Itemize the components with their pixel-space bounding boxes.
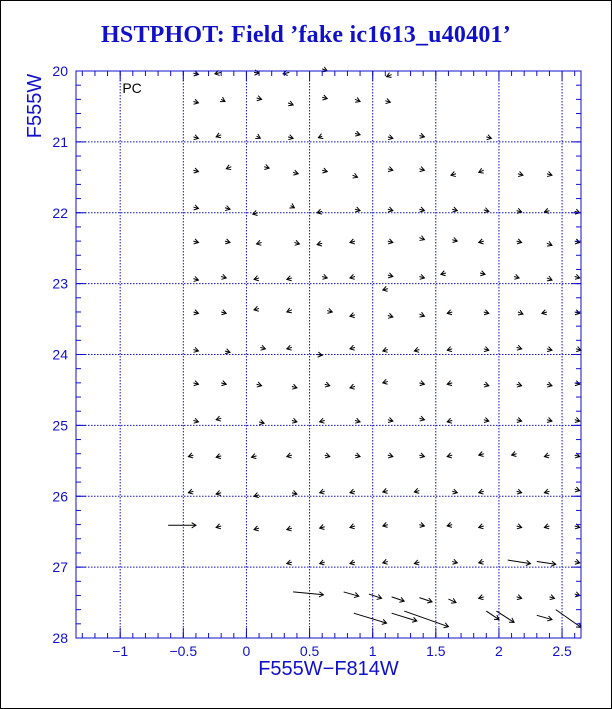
- x-tick-label: 2: [495, 643, 503, 659]
- vector-arrow: [447, 347, 452, 352]
- vector-arrow: [517, 595, 522, 600]
- vector-arrow: [414, 347, 419, 352]
- vector-arrow: [517, 345, 522, 350]
- vector-arrow: [479, 239, 484, 244]
- vector-arrow: [216, 416, 221, 421]
- y-tick-label: 23: [52, 275, 68, 292]
- vector-arrow: [317, 241, 322, 246]
- vector-arrow: [193, 99, 198, 104]
- vector-arrow: [575, 559, 580, 564]
- vector-arrow: [419, 598, 432, 603]
- vector-arrow: [355, 453, 360, 458]
- panel-label: PC: [122, 80, 142, 96]
- y-tick-label: 22: [52, 204, 68, 221]
- vector-arrow: [537, 615, 552, 621]
- vector-arrow: [547, 417, 552, 422]
- vector-arrow: [486, 135, 491, 140]
- vector-arrow: [419, 453, 424, 458]
- vector-arrow: [225, 239, 230, 244]
- vector-arrow: [479, 489, 484, 494]
- vector-arrow: [168, 523, 196, 528]
- vector-arrow: [287, 526, 292, 531]
- vector-arrow: [317, 352, 322, 357]
- vector-arrow: [575, 417, 580, 422]
- grid-lines: [76, 71, 581, 638]
- vector-arrow: [193, 239, 198, 244]
- vector-arrow: [518, 310, 523, 315]
- vector-arrow: [542, 310, 547, 315]
- vector-arrow: [547, 241, 552, 246]
- vector-arrow: [322, 95, 327, 100]
- vector-arrow: [419, 312, 424, 317]
- y-tick-label: 25: [52, 417, 68, 434]
- vector-arrow: [292, 490, 297, 495]
- vector-arrow: [479, 451, 484, 456]
- y-tick-label: 20: [52, 63, 68, 79]
- vector-arrow: [517, 524, 522, 529]
- vector-arrow: [383, 559, 388, 564]
- vector-arrow: [419, 133, 424, 138]
- vector-arrow: [369, 594, 382, 599]
- vector-arrow: [257, 240, 262, 245]
- vector-arrow: [350, 384, 355, 389]
- vector-arrow: [253, 210, 258, 215]
- vector-arrow: [257, 96, 262, 101]
- y-tick-label: 28: [52, 630, 68, 646]
- vector-arrow: [259, 420, 264, 425]
- vector-arrow: [452, 559, 457, 564]
- vector-arrow: [392, 597, 405, 602]
- vector-arrow: [320, 524, 325, 529]
- vector-arrow: [388, 239, 393, 244]
- x-tick-label: −0.5: [169, 643, 198, 659]
- vector-arrow: [317, 209, 322, 214]
- vector-arrow: [544, 453, 549, 458]
- vector-arrow: [193, 418, 198, 423]
- x-tick-label: 0.5: [299, 643, 320, 659]
- vector-arrow: [414, 560, 419, 565]
- vector-arrow: [447, 418, 452, 423]
- vector-arrow: [576, 347, 581, 352]
- vector-arrow: [193, 168, 198, 173]
- vector-arrow: [325, 382, 330, 387]
- vector-arrow: [350, 239, 355, 244]
- vector-arrow: [544, 524, 549, 529]
- vector-arrow: [447, 381, 452, 386]
- vector-arrow: [452, 207, 457, 212]
- vector-arrow: [292, 384, 297, 389]
- vector-arrow: [320, 560, 325, 565]
- vector-arrow: [260, 345, 265, 350]
- vector-arrow: [327, 308, 332, 313]
- vector-arrow: [544, 208, 549, 213]
- vector-arrow: [344, 592, 359, 598]
- vector-arrow: [388, 207, 393, 212]
- vector-arrow: [320, 418, 325, 423]
- vector-arrow: [517, 239, 522, 244]
- vector-arrow: [221, 381, 226, 386]
- axis-ticks: [52, 63, 581, 659]
- vector-arrow: [255, 134, 260, 139]
- vector-arrow: [352, 173, 357, 178]
- vector-arrow: [216, 454, 221, 459]
- vector-arrow: [288, 101, 293, 106]
- vector-arrow: [355, 207, 360, 212]
- chart-title: HSTPHOT: Field ’fake ic1613_u40401’: [101, 22, 511, 48]
- vector-arrow: [479, 168, 484, 173]
- vector-arrow: [447, 453, 452, 458]
- vector-arrow: [294, 240, 299, 245]
- vector-arrow: [188, 489, 193, 494]
- vector-arrow: [322, 168, 327, 173]
- vector-arrows: [168, 67, 581, 628]
- vector-arrow: [556, 610, 581, 628]
- vector-arrow: [264, 164, 269, 169]
- vector-arrow: [447, 310, 452, 315]
- vector-arrow: [193, 276, 198, 281]
- vector-arrow: [419, 207, 424, 212]
- vector-arrow: [287, 453, 292, 458]
- vector-arrow: [388, 135, 393, 140]
- vector-arrow: [383, 347, 388, 352]
- vector-arrow: [193, 205, 198, 210]
- vector-arrow: [447, 522, 452, 527]
- vector-arrow: [419, 274, 424, 279]
- vector-arrow: [350, 489, 355, 494]
- vector-arrow: [287, 276, 292, 281]
- vector-arrow: [289, 203, 294, 208]
- vector-arrow: [193, 381, 198, 386]
- vector-arrow: [514, 274, 519, 279]
- x-tick-label: 0: [242, 643, 251, 659]
- vector-arrow: [320, 489, 325, 494]
- vector-arrow: [452, 489, 457, 494]
- vector-arrow: [517, 489, 522, 494]
- vector-arrow: [225, 349, 230, 354]
- vector-arrow: [226, 165, 231, 170]
- vector-arrow: [322, 274, 327, 279]
- vector-arrow: [254, 276, 259, 281]
- vector-arrow: [355, 418, 360, 423]
- vector-arrow: [355, 131, 360, 136]
- vector-arrow: [254, 526, 259, 531]
- vector-arrow: [225, 206, 230, 211]
- vector-arrow: [383, 286, 388, 291]
- y-tick-label: 26: [52, 488, 68, 505]
- vector-arrow: [414, 488, 419, 493]
- vector-arrow: [479, 559, 484, 564]
- x-tick-label: −1: [112, 643, 129, 659]
- vector-arrow: [575, 487, 580, 492]
- vector-arrow: [325, 453, 330, 458]
- vector-arrow: [216, 524, 221, 529]
- vector-arrow: [452, 237, 457, 242]
- vector-arrow: [220, 97, 225, 102]
- vector-arrow: [484, 310, 489, 315]
- vector-arrow: [575, 209, 580, 214]
- vector-arrow: [221, 274, 226, 279]
- vector-arrow: [479, 595, 484, 600]
- vector-arrow: [383, 488, 388, 493]
- vector-arrow: [251, 454, 256, 459]
- vector-arrow: [547, 382, 552, 387]
- vector-arrow: [293, 592, 323, 597]
- vector-arrow: [350, 345, 355, 350]
- vector-arrow: [486, 611, 499, 620]
- vector-arrow: [484, 417, 489, 422]
- y-tick-label: 24: [52, 346, 68, 363]
- y-axis-label: F555W: [24, 73, 46, 139]
- vector-arrow: [419, 381, 424, 386]
- x-tick-label: 1: [368, 643, 377, 659]
- vector-arrow: [355, 97, 360, 102]
- vector-arrow: [193, 135, 198, 140]
- vector-arrow: [350, 524, 355, 529]
- vector-arrow: [537, 561, 556, 566]
- vector-arrow: [512, 451, 517, 456]
- vector-arrow: [293, 170, 298, 175]
- vector-arrow: [288, 135, 293, 140]
- vector-arrow: [419, 416, 424, 421]
- y-tick-label: 21: [52, 133, 68, 150]
- vector-arrow: [388, 417, 393, 422]
- vector-arrow: [518, 172, 523, 177]
- y-tick-label: 27: [52, 559, 68, 576]
- vector-arrow: [484, 347, 489, 352]
- x-tick-label: 2.5: [552, 643, 572, 659]
- vector-arrow: [221, 310, 226, 315]
- vector-arrow: [388, 453, 393, 458]
- vector-arrow: [388, 273, 393, 278]
- vector-arrow: [383, 379, 388, 384]
- vector-arrow: [350, 274, 355, 279]
- vector-arrow: [484, 382, 489, 387]
- vector-arrow: [484, 208, 489, 213]
- vector-arrow: [517, 382, 522, 387]
- vector-arrow: [287, 345, 292, 350]
- vector-arrow: [383, 522, 388, 527]
- vector-arrow: [549, 595, 554, 600]
- vector-arrow: [188, 453, 193, 458]
- vector-arrow: [354, 613, 387, 624]
- vector-arrow: [508, 560, 531, 565]
- vector-arrow: [388, 313, 393, 318]
- vector-arrow: [216, 490, 221, 495]
- vector-arrow: [575, 592, 580, 597]
- vector-arrow: [350, 560, 355, 565]
- vector-arrow: [292, 418, 297, 423]
- vector-arrow: [385, 99, 390, 104]
- vector-arrow: [575, 274, 580, 279]
- vector-arrow: [254, 493, 259, 498]
- vector-arrow: [441, 271, 446, 276]
- vector-arrow: [517, 417, 522, 422]
- vector-arrow: [479, 524, 484, 529]
- vector-arrow: [544, 489, 549, 494]
- vector-arrow: [254, 306, 259, 311]
- vector-arrow: [287, 308, 292, 313]
- x-tick-label: 1.5: [426, 643, 446, 659]
- x-axis-label: F555W−F814W: [258, 658, 399, 680]
- vector-arrow: [547, 347, 552, 352]
- vector-arrow: [419, 522, 424, 527]
- vector-arrow: [287, 560, 292, 565]
- vector-arrow: [419, 167, 424, 172]
- vector-arrow: [350, 313, 355, 318]
- vector-arrow: [257, 382, 262, 387]
- vector-arrow: [547, 276, 552, 281]
- vector-arrow: [216, 133, 221, 138]
- vector-arrow: [388, 167, 393, 172]
- vector-arrow: [193, 347, 198, 352]
- vector-arrow: [419, 236, 424, 241]
- vector-arrow: [448, 598, 456, 603]
- vector-arrow: [480, 271, 485, 276]
- vector-arrow: [387, 73, 392, 78]
- vector-arrow: [451, 172, 456, 177]
- vector-arrow: [547, 172, 552, 177]
- vector-arrow: [193, 310, 198, 315]
- vector-arrow: [318, 134, 323, 139]
